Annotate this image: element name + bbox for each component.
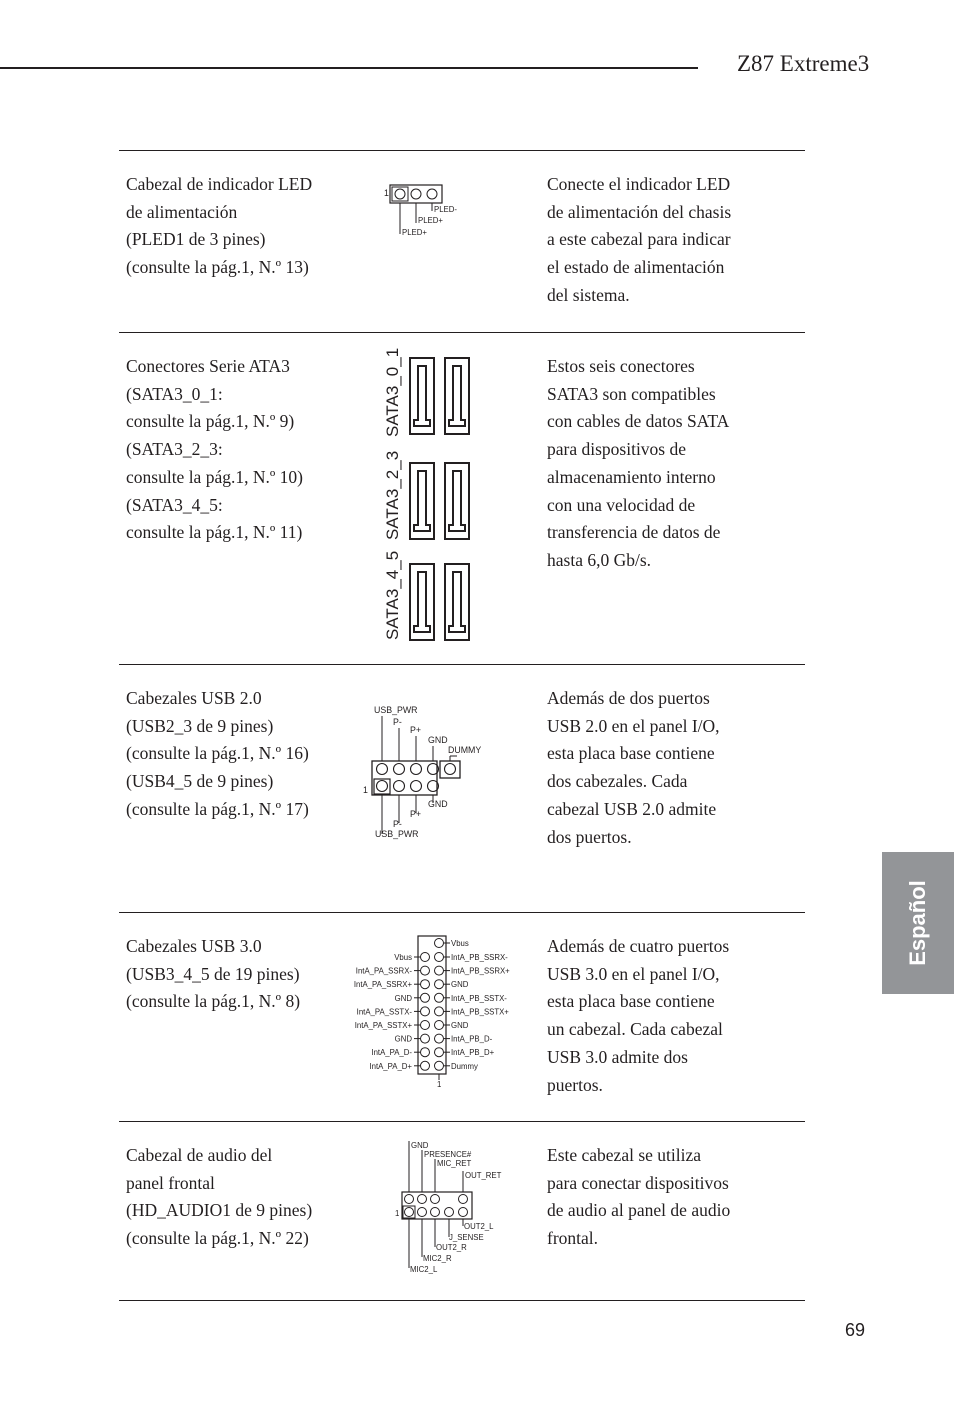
pin-label: P- (393, 717, 402, 727)
pin (421, 1048, 430, 1057)
pin (435, 966, 444, 975)
pin-label: OUT_RET (465, 1171, 502, 1180)
text-line: dos puertos. (547, 826, 632, 847)
pin-label: MIC2_R (423, 1254, 452, 1263)
pin-label: GND (428, 799, 448, 809)
text-line: Además de dos puertos (547, 688, 710, 708)
pin-label: GND (394, 993, 412, 1003)
pin-label: GND (411, 1141, 429, 1150)
pin-label: Vbus (394, 953, 412, 962)
text-line: para conectar dispositivos (547, 1172, 729, 1193)
pin-label: GND (428, 735, 448, 745)
pin-label: IntA_PB_D+ (451, 1048, 495, 1058)
pin1-label: 1 (384, 188, 389, 198)
pin-label: MIC_RET (437, 1159, 472, 1168)
pin-label: PLED+ (402, 228, 427, 237)
text-line: un cabezal. Cada cabezal (547, 1019, 723, 1040)
header-rule (0, 67, 698, 69)
text-line: consulte la pág.1, N.º 9) (126, 411, 295, 432)
pin-label: P- (393, 819, 402, 829)
sata3-4-5-label: SATA3_4_5 (383, 550, 402, 640)
text-line: Cabezal de audio del (126, 1145, 273, 1165)
text-line: del sistema. (547, 284, 630, 305)
text-line: Además de cuatro puertos (547, 936, 730, 956)
text-line: Este cabezal se utiliza (547, 1145, 702, 1165)
text-line: de alimentación (126, 201, 238, 222)
audio-explanation (547, 1142, 792, 1253)
text-line: a este cabezal para indicar (547, 229, 731, 250)
text-line: esta placa base contiene (547, 991, 715, 1012)
pin (435, 980, 444, 989)
pin-label: OUT2_L (464, 1222, 494, 1231)
section-divider (119, 1121, 805, 1122)
pin-label: GND (451, 980, 469, 990)
text-line: (consulte la pág.1, N.º 16) (126, 743, 309, 764)
text-line: (consulte la pág.1, N.º 17) (126, 798, 309, 819)
text-line: (SATA3_4_5: (126, 494, 223, 515)
pin1-label: 1 (437, 1080, 442, 1089)
usb3-pin-diagram (338, 930, 528, 1090)
section-divider (119, 1300, 805, 1301)
sata-explanation (547, 353, 792, 575)
pled-description (126, 171, 366, 282)
text-line: Conectores Serie ATA3 (126, 356, 290, 376)
pin-label: IntA_PB_SSTX- (451, 993, 507, 1003)
pin (421, 1021, 430, 1030)
language-tab-label: Español (905, 880, 930, 966)
text-line: Conecte el indicador LED (547, 174, 731, 194)
pin-label: OUT2_R (436, 1243, 467, 1252)
pin (435, 993, 444, 1002)
pin-label: GND (394, 1034, 412, 1044)
pin-label: IntA_PB_SSTX+ (451, 1007, 509, 1017)
page-title: Z87 Extreme3 (737, 51, 870, 76)
pin-label: GND (451, 1021, 469, 1030)
page-number: 69 (845, 1320, 866, 1340)
sata3-2-3-label: SATA3_2_3 (383, 450, 402, 540)
text-line: con una velocidad de (547, 494, 696, 515)
pin-label: P+ (410, 809, 422, 819)
pin (435, 1021, 444, 1030)
text-line: para dispositivos de (547, 439, 687, 460)
text-line: almacenamiento interno (547, 466, 716, 487)
sata3-0-1-label: SATA3_0_1 (383, 348, 402, 437)
text-line: (USB3_4_5 de 19 pines) (126, 963, 300, 984)
pin (421, 1061, 430, 1070)
pin-label: Vbus (451, 939, 469, 948)
pin-label: PRESENCE# (424, 1150, 472, 1159)
text-line: (consulte la pág.1, N.º 13) (126, 257, 309, 278)
text-line: de audio al panel de audio (547, 1200, 731, 1221)
pin-label: IntA_PA_SSRX- (355, 966, 412, 976)
text-line: Cabezal de indicador LED (126, 174, 313, 194)
pin (435, 1048, 444, 1057)
pin (421, 953, 430, 962)
section-divider (119, 332, 805, 333)
text-line: USB 2.0 en el panel I/O, (547, 715, 720, 736)
audio-pin-diagram (392, 1136, 512, 1276)
pin-label: IntA_PA_SSTX+ (354, 1021, 412, 1030)
pin (421, 993, 430, 1002)
text-line: frontal. (547, 1228, 599, 1249)
text-line: (USB4_5 de 9 pines) (126, 771, 274, 792)
pin-label: IntA_PA_SSTX- (356, 1007, 412, 1017)
pin-label: MIC2_L (410, 1265, 438, 1274)
pin1-label: 1 (363, 785, 368, 795)
pin-label: PLED+ (418, 216, 443, 225)
usb2-description (126, 685, 366, 824)
text-line: de alimentación del chasis (547, 201, 732, 222)
pin (435, 1034, 444, 1043)
pin1-label: 1 (395, 1209, 400, 1218)
pin-label: DUMMY (448, 745, 482, 755)
pin-label: IntA_PA_D+ (369, 1061, 412, 1071)
text-line: USB 3.0 en el panel I/O, (547, 963, 720, 984)
sata-description (126, 353, 366, 547)
pin-label: Dummy (451, 1061, 478, 1071)
text-line: dos cabezales. Cada (547, 771, 688, 792)
text-line: cabezal USB 2.0 admite (547, 798, 717, 819)
usb2-explanation (547, 685, 792, 851)
pin (421, 980, 430, 989)
usb3-description (126, 933, 366, 1016)
pled-pin-diagram (378, 178, 488, 242)
text-line: consulte la pág.1, N.º 11) (126, 522, 303, 543)
pin-label: USB_PWR (375, 829, 419, 839)
pin-label: USB_PWR (374, 705, 418, 715)
audio-description (126, 1142, 366, 1253)
section-divider (119, 150, 805, 151)
text-line: esta placa base contiene (547, 743, 715, 764)
pin (435, 1061, 444, 1070)
pin-label: IntA_PB_D- (451, 1034, 493, 1044)
pin (421, 1007, 430, 1016)
text-line: consulte la pág.1, N.º 10) (126, 466, 303, 487)
text-line: con cables de datos SATA (547, 411, 730, 432)
pin-label: J_SENSE (449, 1233, 484, 1242)
sata-connector-diagram (376, 348, 476, 644)
text-line: Cabezales USB 3.0 (126, 936, 262, 956)
text-line: Cabezales USB 2.0 (126, 688, 262, 708)
pin-label: P+ (410, 725, 422, 735)
text-line: (SATA3_2_3: (126, 439, 223, 460)
text-line: hasta 6,0 Gb/s. (547, 549, 652, 570)
usb3-explanation (547, 933, 792, 1099)
text-line: transferencia de datos de (547, 522, 721, 543)
pin-label: IntA_PB_SSRX- (451, 953, 508, 962)
text-line: el estado de alimentación (547, 257, 725, 278)
pin-label: PLED- (434, 205, 457, 214)
text-line: (consulte la pág.1, N.º 22) (126, 1228, 309, 1249)
pin (435, 1007, 444, 1016)
text-line: SATA3 son compatibles (547, 383, 716, 404)
pled-explanation (547, 171, 792, 310)
text-line: USB 3.0 admite dos (547, 1046, 688, 1067)
language-tab (882, 852, 954, 994)
pin (435, 953, 444, 962)
text-line: (PLED1 de 3 pines) (126, 229, 266, 250)
text-line: (consulte la pág.1, N.º 8) (126, 991, 301, 1012)
text-line: (USB2_3 de 9 pines) (126, 715, 274, 736)
pin-label: IntA_PB_SSRX+ (451, 966, 510, 976)
usb2-pin-diagram (360, 700, 500, 845)
pin (421, 966, 430, 975)
pin-label: IntA_PA_SSRX+ (353, 980, 412, 990)
text-line: Estos seis conectores (547, 356, 695, 376)
text-line: panel frontal (126, 1172, 215, 1193)
text-line: puertos. (547, 1074, 603, 1095)
pin-label: IntA_PA_D- (371, 1048, 412, 1058)
section-divider (119, 912, 805, 913)
text-line: (HD_AUDIO1 de 9 pines) (126, 1200, 313, 1221)
section-divider (119, 664, 805, 665)
pin (421, 1034, 430, 1043)
text-line: (SATA3_0_1: (126, 383, 223, 404)
